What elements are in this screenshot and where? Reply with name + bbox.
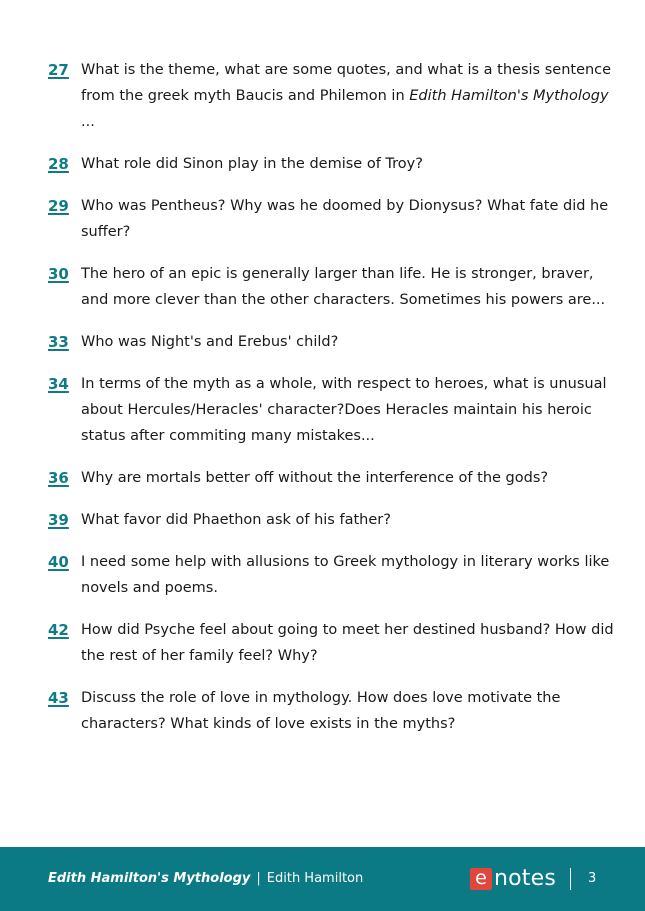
question-number-link[interactable]: 34 xyxy=(48,375,69,393)
page-footer xyxy=(0,847,645,911)
footer-divider xyxy=(570,868,571,890)
question-text-italic-title: Edith Hamilton's Mythology xyxy=(409,88,609,104)
question-number-link[interactable]: 27 xyxy=(48,61,69,79)
question-text[interactable]: Discuss the role of love in mythology. How does love motivate the characters? What kinds of love exists in the myths? xyxy=(81,690,561,732)
enotes-logo-e-icon: e xyxy=(470,868,492,890)
question-text[interactable] xyxy=(81,57,618,135)
question-number-link[interactable]: 29 xyxy=(48,197,69,215)
footer-author: Edith Hamilton xyxy=(266,871,364,886)
question-item xyxy=(48,465,618,491)
question-text-main: What is the theme, what are some quotes, and what is a thesis sentence from the greek myth Baucis and Philemon in xyxy=(81,62,612,104)
question-text[interactable]: What favor did Phaethon ask of his father? xyxy=(81,512,391,528)
question-text[interactable]: The hero of an epic is generally larger than life. He is stronger, braver, and more clever than the other characters. Sometimes his powers are... xyxy=(81,266,606,308)
question-number-link[interactable]: 43 xyxy=(48,689,69,707)
question-number-link[interactable]: 28 xyxy=(48,155,69,173)
footer-book-info xyxy=(48,871,363,887)
question-text[interactable]: Who was Night's and Erebus' child? xyxy=(81,334,339,350)
question-item xyxy=(48,371,618,449)
question-item xyxy=(48,617,618,669)
question-item xyxy=(48,261,618,313)
question-list xyxy=(48,57,618,753)
question-item xyxy=(48,57,618,135)
question-number-link[interactable]: 33 xyxy=(48,333,69,351)
question-item xyxy=(48,685,618,737)
question-number-link[interactable]: 40 xyxy=(48,553,69,571)
question-text[interactable]: What role did Sinon play in the demise of Troy? xyxy=(81,156,423,172)
page-number: 3 xyxy=(588,871,597,886)
footer-book-title: Edith Hamilton's Mythology xyxy=(48,871,251,886)
question-number-link[interactable]: 39 xyxy=(48,511,69,529)
question-number-link[interactable]: 42 xyxy=(48,621,69,639)
footer-separator: | xyxy=(256,871,261,886)
question-text[interactable]: I need some help with allusions to Greek mythology in literary works like novels and poems. xyxy=(81,554,610,596)
question-item xyxy=(48,549,618,601)
question-text[interactable]: Why are mortals better off without the interference of the gods? xyxy=(81,470,549,486)
question-text[interactable]: In terms of the myth as a whole, with respect to heroes, what is unusual about Hercules/Heracles' character?Does Heracles maintain his heroic status after commiting many mistakes... xyxy=(81,376,607,444)
question-text[interactable]: Who was Pentheus? Why was he doomed by Dionysus? What fate did he suffer? xyxy=(81,198,609,240)
question-item xyxy=(48,151,618,177)
enotes-logo xyxy=(470,867,556,891)
question-text[interactable]: How did Psyche feel about going to meet her destined husband? How did the rest of her family feel? Why? xyxy=(81,622,614,664)
question-number-link[interactable]: 36 xyxy=(48,469,69,487)
enotes-logo-wordmark: notes xyxy=(494,866,557,891)
question-item xyxy=(48,329,618,355)
question-item xyxy=(48,507,618,533)
question-text-suffix: ... xyxy=(81,114,95,130)
question-number-link[interactable]: 30 xyxy=(48,265,69,283)
question-item xyxy=(48,193,618,245)
